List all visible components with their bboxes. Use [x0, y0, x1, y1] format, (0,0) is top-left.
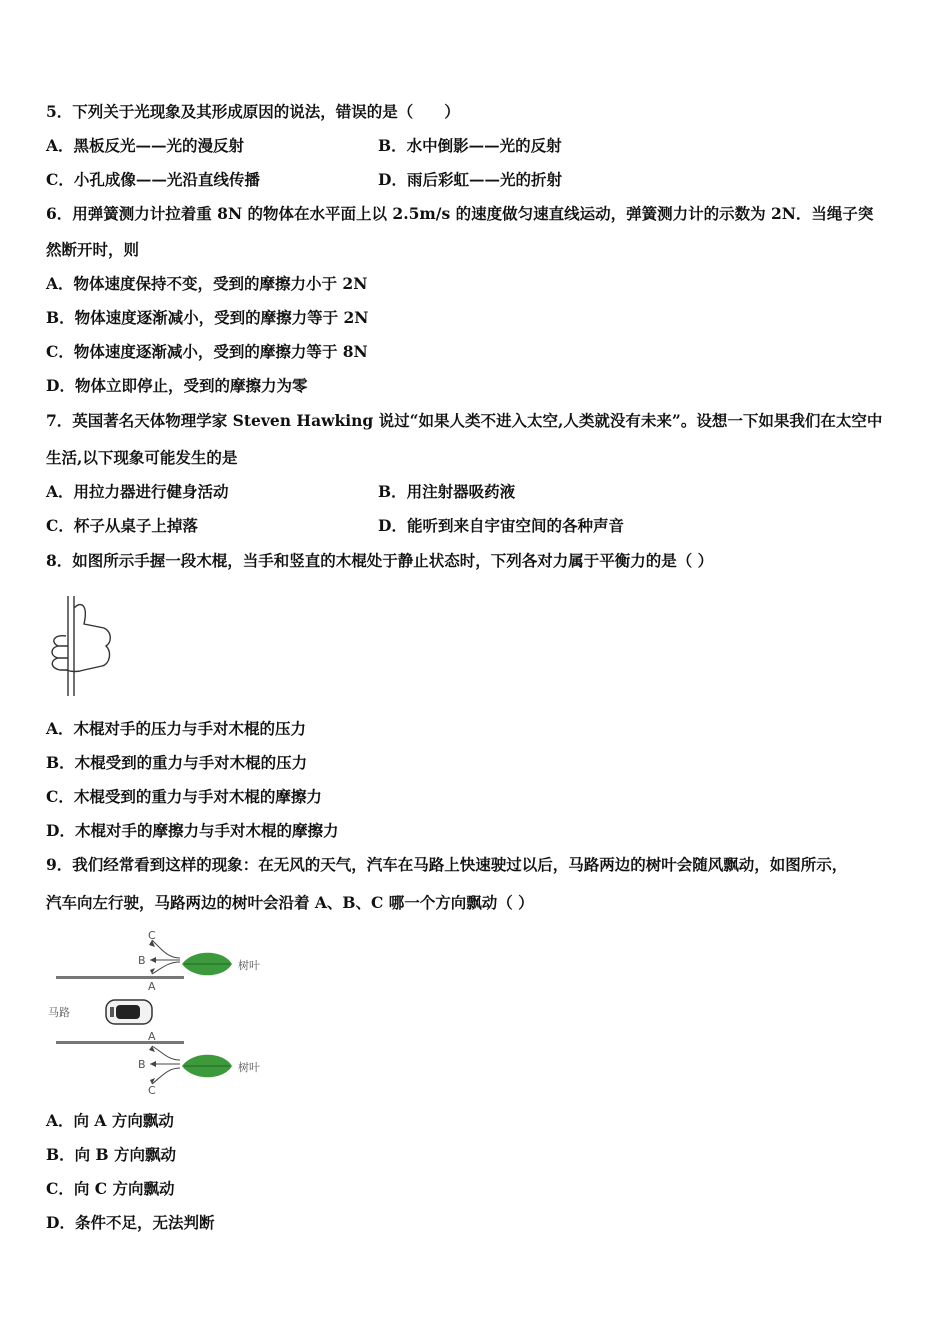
top-label-b: B: [138, 954, 146, 967]
road-label: 马路: [48, 1006, 70, 1019]
q6-option-c: C．物体速度逐渐减小，受到的摩擦力等于 8N: [46, 342, 368, 361]
q5-stem: 5．下列关于光现象及其形成原因的说法，错误的是（ ）: [46, 102, 460, 121]
road-edge-top: [56, 976, 184, 979]
q8-stem: 8．如图所示手握一段木棍，当手和竖直的木棍处于静止状态时，下列各对力属于平衡力的是（ ）: [46, 551, 714, 570]
q7-option-a: A．用拉力器进行健身活动: [46, 482, 229, 501]
q7-option-d: D．能听到来自宇宙空间的各种声音: [378, 516, 624, 535]
q9-option-a: A．向 A 方向飘动: [46, 1111, 174, 1130]
road-edge-bottom: [56, 1041, 184, 1044]
q7-stem-line1: 7．英国著名天体物理学家 Steven Hawking 说过“如果人类不进入太空,人类就没有未来”。设想一下如果我们在太空中: [46, 411, 883, 430]
q8-option-a: A．木棍对手的压力与手对木棍的压力: [46, 719, 307, 738]
bottom-label-a: A: [148, 1030, 156, 1043]
q5-option-c: C．小孔成像——光沿直线传播: [46, 170, 260, 189]
q6-option-a: A．物体速度保持不变，受到的摩擦力小于 2N: [46, 274, 368, 293]
bottom-label-b: B: [138, 1058, 146, 1071]
q9-stem-line2: 汽车向左行驶，马路两边的树叶会沿着 A、B、C 哪一个方向飘动（ ）: [46, 893, 534, 912]
top-label-a: A: [148, 980, 156, 993]
q9-option-b: B．向 B 方向飘动: [46, 1145, 176, 1164]
q6-stem-line1: 6．用弹簧测力计拉着重 8N 的物体在水平面上以 2.5m/s 的速度做匀速直线运动，弹簧测力计的示数为 2N．当绳子突: [46, 204, 874, 223]
q6-stem-line2: 然断开时，则: [46, 240, 140, 259]
bottom-label-c: C: [148, 1084, 156, 1097]
q5-option-d: D．雨后彩虹——光的折射: [378, 170, 562, 189]
q5-option-a: A．黑板反光——光的漫反射: [46, 136, 245, 155]
q8-option-d: D．木棍对手的摩擦力与手对木棍的摩擦力: [46, 821, 339, 840]
q8-option-c: C．木棍受到的重力与手对木棍的摩擦力: [46, 787, 322, 806]
road-leaves-figure: [44, 928, 284, 1098]
q7-stem-line2: 生活,以下现象可能发生的是: [46, 448, 238, 467]
hand-holding-stick-figure: [44, 592, 120, 698]
q7-option-c: C．杯子从桌子上掉落: [46, 516, 198, 535]
q7-option-b: B．用注射器吸药液: [378, 482, 516, 501]
q6-option-b: B．物体速度逐渐减小，受到的摩擦力等于 2N: [46, 308, 369, 327]
car-icon: [106, 1000, 152, 1024]
top-label-c: C: [148, 929, 156, 942]
top-leaf-label: 树叶: [238, 959, 260, 972]
q9-stem-line1: 9．我们经常看到这样的现象：在无风的天气，汽车在马路上快速驶过以后，马路两边的树叶会随风飘动，如图所示，: [46, 855, 848, 874]
bottom-leaf-label: 树叶: [238, 1061, 260, 1074]
q8-option-b: B．木棍受到的重力与手对木棍的压力: [46, 753, 308, 772]
q9-option-c: C．向 C 方向飘动: [46, 1179, 175, 1198]
q6-option-d: D．物体立即停止，受到的摩擦力为零: [46, 376, 308, 395]
q5-option-b: B．水中倒影——光的反射: [378, 136, 562, 155]
q9-option-d: D．条件不足，无法判断: [46, 1213, 215, 1232]
